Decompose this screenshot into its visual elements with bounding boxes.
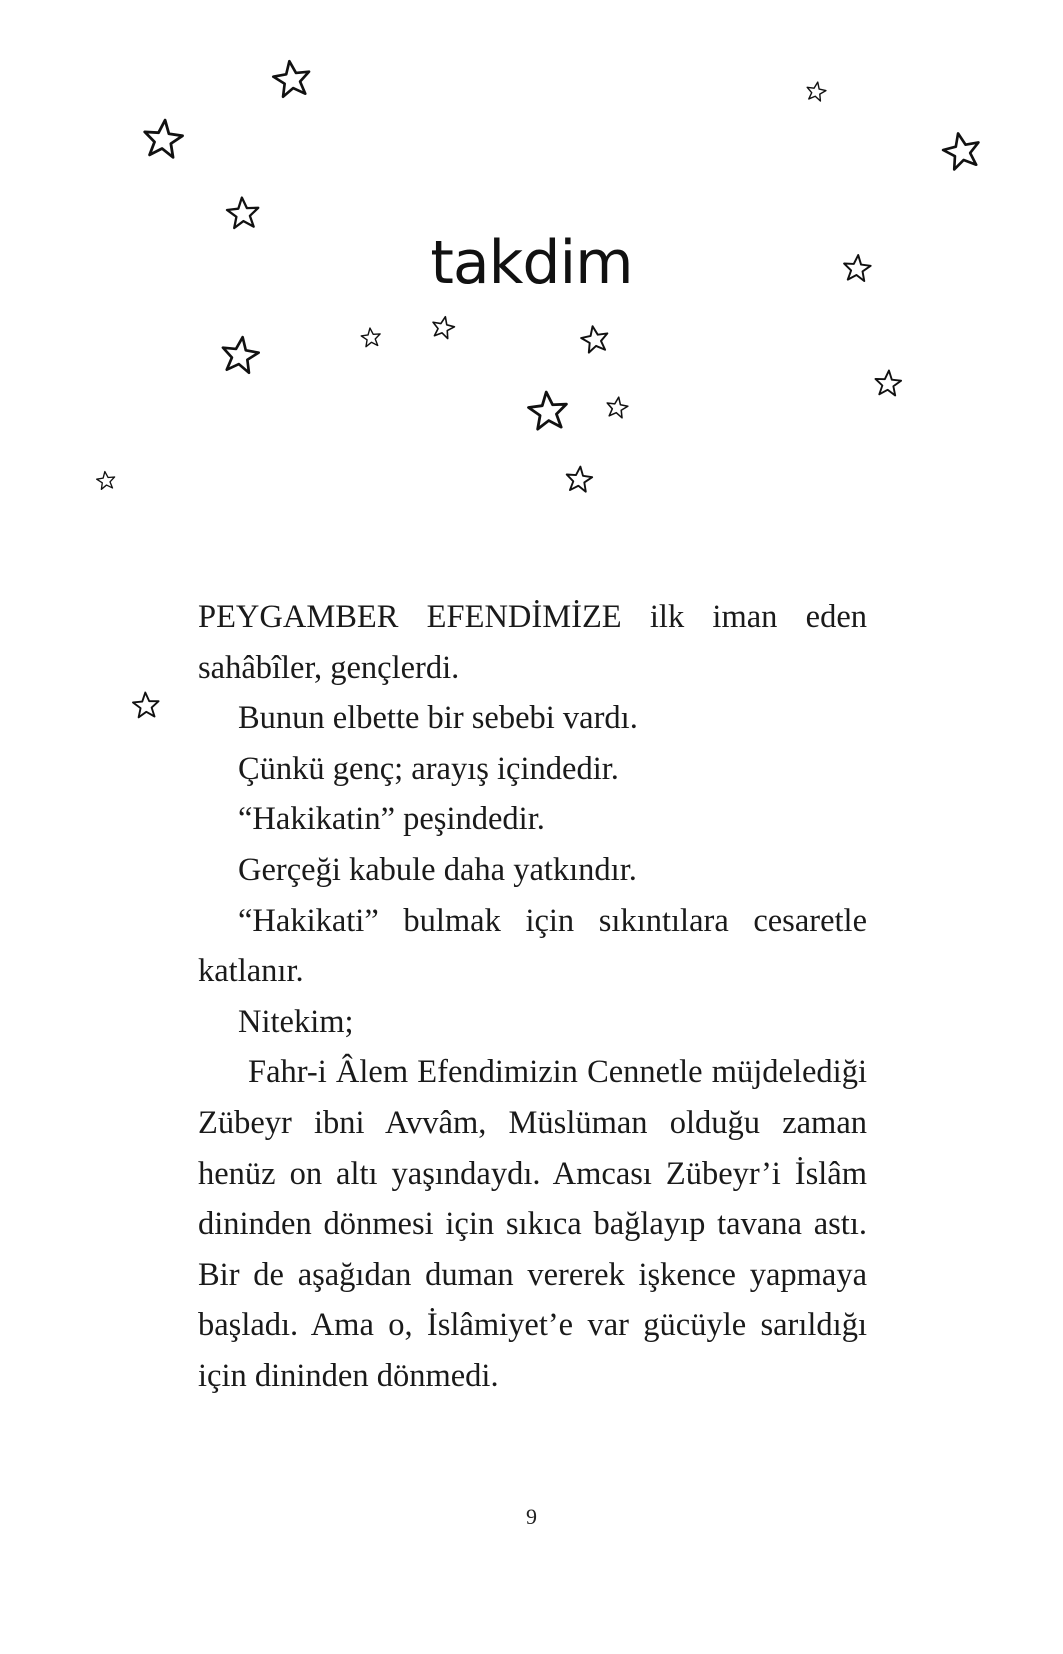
star-icon [220, 335, 261, 374]
star-icon [430, 314, 456, 339]
star-icon [874, 370, 901, 396]
paragraph: Bunun elbette bir sebebi vardı. [238, 700, 638, 737]
star-icon [605, 396, 629, 419]
paragraph: Gerçeği kabule daha yatkındır. [238, 851, 637, 888]
star-icon [96, 470, 116, 489]
star-icon [132, 692, 159, 718]
star-icon [271, 59, 312, 98]
star-icon [361, 327, 382, 347]
star-icon [579, 324, 610, 354]
star-icon [226, 196, 259, 228]
paragraph: Nitekim; [238, 1003, 354, 1040]
body-text [198, 592, 867, 1402]
star-icon [142, 118, 184, 158]
paragraph: PEYGAMBER EFENDİMİZE ilk iman eden sahâbîler, gençlerdi. [198, 599, 867, 686]
paragraph: Fahr-i Âlem Efendimizin Cennetle müjdelediği Zübeyr ibni Avvâm, Müslüman olduğu zaman henüz on altı yaşındaydı. Amcası Zübeyr’i İslâm dininden dönmesi için sıkıca bağlayıp tavana astı. Bir de aşağıdan duman vererek işkence yapmaya başladı. Ama o, İslâmiyet’e var gücüyle sarıldığı için dininden dönmedi. [198, 1054, 867, 1394]
star-icon [940, 130, 982, 171]
paragraph: Çünkü genç; arayış içindedir. [238, 750, 619, 787]
star-icon [527, 390, 568, 429]
star-icon [805, 81, 827, 102]
page-title: takdim [430, 228, 633, 299]
paragraph: “Hakikati” bulmak için sıkıntılara cesaretle katlanır. [198, 902, 867, 990]
star-icon [565, 465, 593, 492]
page-number: 9 [526, 1504, 537, 1529]
paragraph: “Hakikatin” peşindedir. [238, 801, 545, 838]
